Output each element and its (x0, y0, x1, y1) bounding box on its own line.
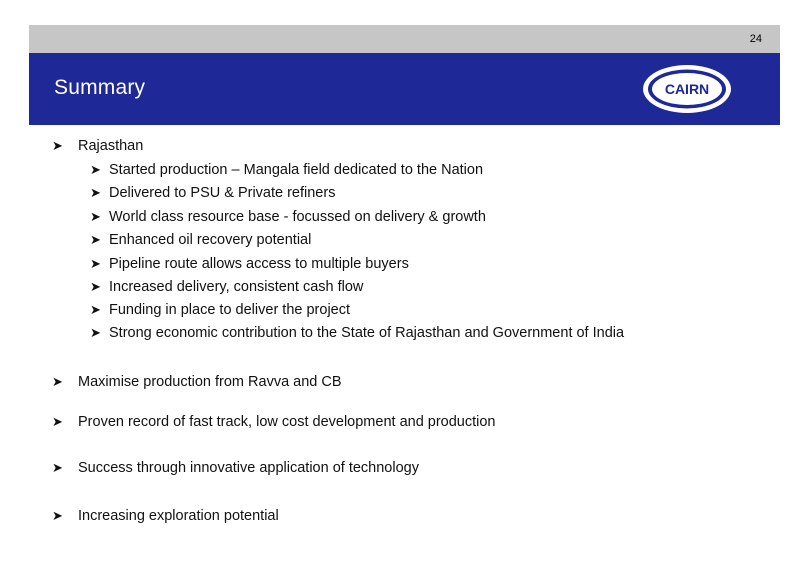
bullet-text: Success through innovative application of technology (78, 460, 419, 476)
arrow-bullet-icon: ➤ (90, 256, 101, 271)
list-item (90, 232, 311, 248)
list-item (52, 508, 279, 524)
bullet-text: Maximise production from Ravva and CB (78, 374, 342, 390)
arrow-bullet-icon: ➤ (52, 460, 63, 475)
bullet-text: Increased delivery, consistent cash flow (109, 279, 364, 295)
list-item (52, 374, 342, 390)
bullet-text: Strong economic contribution to the State of Rajasthan and Government of India (109, 325, 625, 341)
arrow-bullet-icon: ➤ (52, 414, 63, 429)
arrow-bullet-icon: ➤ (90, 279, 101, 294)
arrow-bullet-icon: ➤ (90, 209, 101, 224)
list-item (52, 138, 143, 154)
arrow-bullet-icon: ➤ (90, 232, 101, 247)
bullet-text: Increasing exploration potential (78, 508, 279, 524)
top-bar (29, 25, 780, 53)
arrow-bullet-icon: ➤ (90, 302, 101, 317)
arrow-bullet-icon: ➤ (90, 185, 101, 200)
list-item (90, 302, 350, 318)
page-title: Summary (54, 76, 146, 99)
title-bar (29, 53, 780, 125)
bullet-text: Proven record of fast track, low cost development and production (78, 414, 496, 430)
list-item (90, 256, 409, 272)
bullet-text: Started production – Mangala field dedicated to the Nation (109, 162, 484, 178)
bullet-text: World class resource base - focussed on delivery & growth (109, 209, 486, 225)
list-item (52, 414, 496, 430)
arrow-bullet-icon: ➤ (90, 162, 101, 177)
bullet-text: Delivered to PSU & Private refiners (109, 185, 336, 201)
list-item (52, 460, 419, 476)
list-item (90, 279, 363, 295)
bullet-text: Funding in place to deliver the project (109, 302, 351, 318)
arrow-bullet-icon: ➤ (52, 374, 63, 389)
list-item (90, 209, 486, 225)
list-item (90, 185, 335, 201)
page-number: 24 (749, 33, 762, 45)
arrow-bullet-icon: ➤ (90, 325, 101, 340)
list-item (90, 325, 624, 341)
arrow-bullet-icon: ➤ (52, 138, 63, 153)
cairn-logo (641, 63, 733, 115)
arrow-bullet-icon: ➤ (52, 508, 63, 523)
bullet-text: Enhanced oil recovery potential (109, 232, 312, 248)
list-item (90, 162, 483, 178)
bullet-text: Rajasthan (78, 138, 144, 154)
logo-text: CAIRN (664, 81, 710, 97)
bullet-text: Pipeline route allows access to multiple buyers (109, 256, 409, 272)
